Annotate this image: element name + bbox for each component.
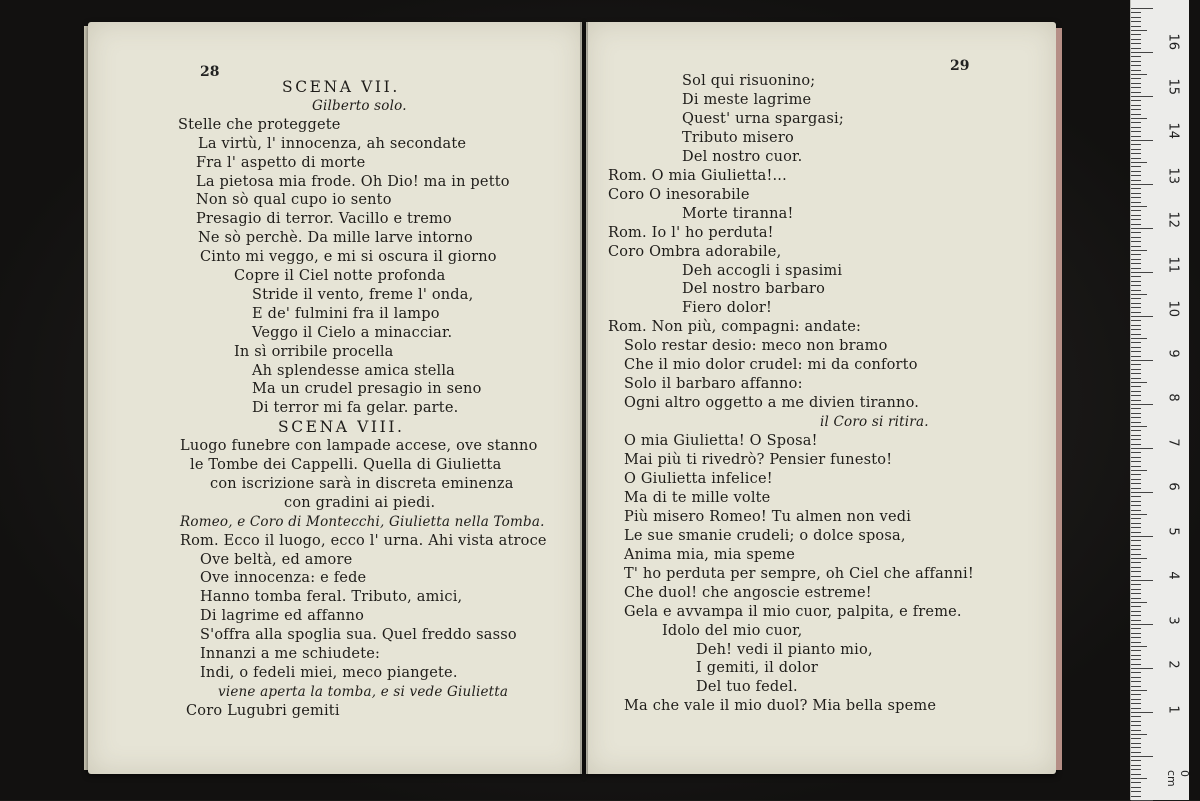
ruler-tick: [1131, 96, 1153, 97]
ruler-tick: [1131, 540, 1141, 541]
ruler-tick: [1131, 721, 1141, 722]
ruler-tick: [1131, 430, 1141, 431]
text-line: Romeo, e Coro di Montecchi, Giulietta nella Tomba.: [180, 513, 545, 530]
ruler-tick: [1131, 347, 1141, 348]
text-line: Di lagrime ed affanno: [200, 608, 365, 625]
text-line: Coro Ombra adorabile,: [608, 243, 782, 260]
ruler-tick: [1131, 254, 1141, 255]
ruler-tick: [1131, 791, 1141, 792]
text-line: E de' fulmini fra il lampo: [252, 305, 440, 322]
ruler-tick: [1131, 655, 1141, 656]
text-line: Coro O inesorabile: [608, 186, 750, 203]
text-line: Deh! vedi il pianto mio,: [696, 641, 873, 658]
ruler-tick: [1131, 571, 1141, 572]
ruler-tick: [1131, 285, 1141, 286]
ruler-tick: [1131, 17, 1141, 18]
ruler-tick: [1131, 312, 1141, 313]
text-line: Ove beltà, ed amore: [200, 551, 353, 568]
ruler-tick: [1131, 743, 1141, 744]
ruler-tick: [1131, 391, 1141, 392]
ruler-tick: [1131, 756, 1153, 757]
ruler-tick: [1131, 576, 1141, 577]
text-line: Deh accogli i spasimi: [682, 262, 843, 279]
ruler-tick: [1131, 650, 1141, 651]
text-line: Rom. Non più, compagni: andate:: [608, 319, 862, 336]
ruler-tick: [1131, 492, 1153, 493]
text-line: O Giulietta infelice!: [624, 470, 773, 487]
ruler-number: 8: [1165, 393, 1181, 402]
ruler-tick: [1131, 677, 1141, 678]
ruler-tick: [1131, 725, 1141, 726]
ruler-tick: [1131, 219, 1141, 220]
ruler-tick: [1131, 127, 1141, 128]
ruler-tick: [1131, 92, 1141, 93]
ruler-tick: [1131, 765, 1141, 766]
text-line: Quest' urna spargasi;: [682, 110, 844, 127]
ruler-tick: [1131, 206, 1147, 207]
ruler-tick: [1131, 171, 1141, 172]
ruler-tick: [1131, 276, 1141, 277]
ruler-tick: [1131, 105, 1141, 106]
text-line: il Coro si ritira.: [820, 414, 929, 431]
ruler-tick: [1131, 373, 1141, 374]
ruler-tick: [1131, 184, 1153, 185]
ruler-tick: [1131, 34, 1141, 35]
ruler-tick: [1131, 404, 1153, 405]
ruler-tick: [1131, 483, 1141, 484]
ruler-tick: [1131, 444, 1141, 445]
ruler-tick: [1131, 628, 1141, 629]
ruler-tick: [1131, 334, 1141, 335]
ruler-tick: [1131, 668, 1153, 669]
ruler-tick: [1131, 466, 1141, 467]
text-line: con iscrizione sarà in discreta eminenza: [210, 475, 514, 492]
ruler-tick: [1131, 642, 1141, 643]
ruler-tick: [1131, 378, 1141, 379]
ruler-tick: [1131, 527, 1141, 528]
text-line: Ne sò perchè. Da mille larve intorno: [198, 230, 473, 247]
ruler-tick: [1131, 659, 1141, 660]
text-line: le Tombe dei Cappelli. Quella di Giulietta: [190, 457, 502, 473]
text-line: Le sue smanie crudeli; o dolce sposa,: [624, 527, 906, 544]
measuring-ruler: [1130, 0, 1189, 800]
ruler-tick: [1131, 624, 1153, 625]
ruler-tick: [1131, 395, 1141, 396]
text-line: Mai più ti rivedrò? Pensier funesto!: [624, 452, 893, 468]
ruler-tick: [1131, 193, 1141, 194]
right-page-number: 29: [950, 58, 970, 74]
ruler-tick: [1131, 523, 1141, 524]
ruler-tick: [1131, 479, 1141, 480]
text-line: Tributo misero: [682, 129, 794, 146]
ruler-number: 14: [1165, 122, 1181, 140]
text-line: Stelle che proteggete: [178, 116, 341, 133]
ruler-tick: [1131, 435, 1141, 436]
ruler-tick: [1131, 197, 1141, 198]
ruler-tick: [1131, 61, 1141, 62]
ruler-tick: [1131, 298, 1141, 299]
text-line: T' ho perduta per sempre, oh Ciel che affanni!: [624, 565, 974, 582]
right-page-edge: [1056, 28, 1062, 770]
ruler-tick: [1131, 87, 1141, 88]
text-line: Di terror mi fa gelar. parte.: [252, 400, 459, 417]
ruler-tick: [1131, 202, 1141, 203]
ruler-number: 2: [1165, 660, 1181, 669]
ruler-tick: [1131, 12, 1141, 13]
ruler-tick: [1131, 21, 1141, 22]
ruler-tick: [1131, 782, 1141, 783]
text-line: Fiero dolor!: [682, 300, 773, 317]
ruler-tick: [1131, 686, 1141, 687]
ruler-tick: [1131, 136, 1141, 137]
text-line: con gradini ai piedi.: [284, 494, 436, 511]
ruler-tick: [1131, 703, 1141, 704]
ruler-tick: [1131, 356, 1141, 357]
ruler-tick: [1131, 109, 1141, 110]
text-line: S'offra alla spoglia sua. Quel freddo sasso: [200, 627, 517, 644]
text-line: Ma di te mille volte: [624, 489, 771, 506]
text-line: SCENA VII.: [282, 78, 400, 96]
text-line: Solo restar desio: meco non bramo: [624, 338, 888, 355]
ruler-tick: [1131, 690, 1147, 691]
text-line: Solo il barbaro affanno:: [624, 376, 803, 393]
ruler-tick: [1131, 158, 1141, 159]
ruler-tick: [1131, 730, 1141, 731]
text-line: Più misero Romeo! Tu almen non vedi: [624, 508, 912, 525]
ruler-tick: [1131, 56, 1141, 57]
ruler-tick: [1131, 606, 1141, 607]
text-line: Ma un crudel presagio in seno: [252, 381, 482, 398]
ruler-tick: [1131, 175, 1141, 176]
ruler-tick: [1131, 131, 1141, 132]
text-line: Anima mia, mia speme: [624, 546, 795, 563]
text-line: O mia Giulietta! O Sposa!: [624, 433, 818, 450]
ruler-tick: [1131, 738, 1141, 739]
ruler-number: 11: [1165, 256, 1181, 273]
ruler-tick: [1131, 549, 1141, 550]
ruler-tick: [1131, 140, 1153, 141]
ruler-tick: [1131, 351, 1141, 352]
ruler-number: 13: [1165, 167, 1181, 184]
ruler-number: 15: [1165, 78, 1181, 95]
ruler-tick: [1131, 338, 1147, 339]
text-line: Del nostro cuor.: [682, 148, 803, 165]
text-line: La virtù, l' innocenza, ah secondate: [198, 135, 467, 152]
ruler-tick: [1131, 611, 1141, 612]
ruler-tick: [1131, 510, 1141, 511]
ruler-tick: [1131, 400, 1141, 401]
text-line: Idolo del mio cuor,: [662, 622, 803, 639]
ruler-tick: [1131, 615, 1141, 616]
ruler-tick: [1131, 272, 1153, 273]
ruler-tick: [1131, 228, 1153, 229]
ruler-tick: [1131, 364, 1141, 365]
text-line: Coro Lugubri gemiti: [186, 702, 340, 719]
text-line: La pietosa mia frode. Oh Dio! ma in petto: [196, 173, 510, 190]
ruler-number: 5: [1165, 526, 1181, 536]
ruler-number: 12: [1165, 211, 1181, 229]
ruler-tick: [1131, 74, 1147, 75]
ruler-tick: [1131, 246, 1141, 247]
ruler-tick: [1131, 562, 1141, 563]
ruler-tick: [1131, 448, 1153, 449]
ruler-tick: [1131, 637, 1141, 638]
ruler-tick: [1131, 290, 1141, 291]
text-line: viene aperta la tomba, e si vede Giulietta: [218, 683, 509, 700]
text-line: Che il mio dolor crudel: mi da conforto: [624, 357, 918, 374]
ruler-tick: [1131, 774, 1141, 775]
ruler-tick: [1131, 439, 1141, 440]
ruler-tick: [1131, 545, 1141, 546]
ruler-tick: [1131, 496, 1141, 497]
ruler-tick: [1131, 188, 1141, 189]
ruler-tick: [1131, 413, 1141, 414]
text-line: Ogni altro oggetto a me divien tiranno.: [624, 395, 920, 412]
ruler-tick: [1131, 452, 1141, 453]
ruler-tick: [1131, 620, 1141, 621]
ruler-tick: [1131, 716, 1141, 717]
ruler-tick: [1131, 329, 1141, 330]
ruler-number: 10: [1165, 300, 1181, 318]
text-line: Rom. Ecco il luogo, ecco l' urna. Ahi vista atroce: [180, 532, 547, 549]
ruler-number: 9: [1165, 348, 1181, 358]
ruler-tick: [1131, 180, 1141, 181]
text-line: Stride il vento, freme l' onda,: [252, 286, 474, 303]
ruler-tick: [1131, 633, 1141, 634]
ruler-tick: [1131, 681, 1141, 682]
ruler-tick: [1131, 518, 1141, 519]
ruler-tick: [1131, 65, 1141, 66]
text-line: Hanno tomba feral. Tributo, amici,: [200, 589, 463, 606]
ruler-tick: [1131, 232, 1141, 233]
text-line: Copre il Ciel notte profonda: [234, 268, 446, 284]
ruler-tick: [1131, 294, 1147, 295]
text-line: Ma che vale il mio duol? Mia bella speme: [624, 698, 937, 715]
ruler-tick: [1131, 554, 1141, 555]
ruler-tick: [1131, 699, 1141, 700]
ruler-tick: [1131, 307, 1141, 308]
ruler-tick: [1131, 778, 1147, 779]
ruler-tick: [1131, 281, 1141, 282]
ruler-tick: [1131, 153, 1141, 154]
ruler-tick: [1131, 708, 1141, 709]
ruler-tick: [1131, 83, 1141, 84]
ruler-tick: [1131, 602, 1147, 603]
text-line: Rom. O mia Giulietta!...: [608, 167, 787, 184]
text-line: Che duol! che angoscie estreme!: [624, 584, 872, 601]
ruler-tick: [1131, 417, 1141, 418]
ruler-tick: [1131, 210, 1141, 211]
ruler-tick: [1131, 224, 1141, 225]
ruler-tick: [1131, 457, 1141, 458]
ruler-tick: [1131, 241, 1141, 242]
ruler-tick: [1131, 474, 1141, 475]
ruler-tick: [1131, 39, 1141, 40]
text-line: Luogo funebre con lampade accese, ove stanno: [180, 438, 538, 455]
ruler-tick: [1131, 386, 1141, 387]
ruler-tick: [1131, 672, 1141, 673]
ruler-number: 6: [1165, 482, 1181, 491]
ruler-tick: [1131, 536, 1153, 537]
text-line: Gilberto solo.: [312, 97, 407, 114]
ruler-tick: [1131, 382, 1147, 383]
ruler-tick: [1131, 342, 1141, 343]
text-line: Ah splendesse amica stella: [252, 362, 456, 379]
ruler-tick: [1131, 532, 1141, 533]
ruler-tick: [1131, 752, 1141, 753]
text-line: Presagio di terror. Vacillo e tremo: [196, 211, 452, 228]
ruler-number: 3: [1165, 615, 1181, 625]
ruler-tick: [1131, 584, 1141, 585]
ruler-tick: [1131, 250, 1147, 251]
text-line: Del tuo fedel.: [696, 679, 798, 696]
ruler-unit-label: 0 cm: [1165, 770, 1191, 787]
ruler-tick: [1131, 48, 1141, 49]
text-line: Non sò qual cupo io sento: [196, 192, 392, 209]
ruler-tick: [1131, 567, 1141, 568]
ruler-tick: [1131, 712, 1153, 713]
ruler-tick: [1131, 30, 1147, 31]
ruler-tick: [1131, 166, 1141, 167]
ruler-tick: [1131, 589, 1141, 590]
ruler-tick: [1131, 122, 1141, 123]
ruler-tick: [1131, 162, 1147, 163]
ruler-tick: [1131, 422, 1141, 423]
ruler-tick: [1131, 796, 1141, 797]
text-line: Rom. Io l' ho perduta!: [608, 224, 774, 241]
text-line: Sol qui risuonino;: [682, 73, 816, 89]
ruler-tick: [1131, 259, 1141, 260]
ruler-tick: [1131, 580, 1153, 581]
ruler-tick: [1131, 514, 1147, 515]
ruler-tick: [1131, 558, 1147, 559]
ruler-tick: [1131, 78, 1141, 79]
ruler-number: 7: [1165, 437, 1181, 447]
ruler-tick: [1131, 426, 1147, 427]
book-gutter: [580, 22, 588, 774]
ruler-tick: [1131, 470, 1147, 471]
ruler-tick: [1131, 593, 1141, 594]
text-line: Cinto mi veggo, e mi si oscura il giorno: [200, 249, 497, 266]
ruler-tick: [1131, 369, 1141, 370]
ruler-tick: [1131, 734, 1147, 735]
ruler-tick: [1131, 760, 1141, 761]
ruler-tick: [1131, 747, 1141, 748]
ruler-tick: [1131, 70, 1141, 71]
ruler-tick: [1131, 149, 1141, 150]
text-line: Del nostro barbaro: [682, 281, 826, 298]
text-line: SCENA VIII.: [278, 418, 405, 437]
ruler-tick: [1131, 43, 1141, 44]
ruler-tick: [1131, 237, 1141, 238]
ruler-tick: [1131, 598, 1141, 599]
text-line: Indi, o fedeli miei, meco piangete.: [200, 664, 458, 681]
ruler-tick: [1131, 664, 1141, 665]
ruler-tick: [1131, 325, 1141, 326]
ruler-tick: [1131, 303, 1141, 304]
ruler-tick: [1131, 316, 1153, 317]
ruler-tick: [1131, 100, 1141, 101]
ruler-tick: [1131, 505, 1141, 506]
ruler-tick: [1131, 114, 1141, 115]
ruler-tick: [1131, 26, 1141, 27]
left-page: [88, 22, 582, 774]
ruler-tick: [1131, 144, 1141, 145]
text-line: Innanzi a me schiudete:: [200, 646, 381, 662]
ruler-tick: [1131, 769, 1141, 770]
text-line: In sì orribile procella: [234, 343, 394, 360]
text-line: Gela e avvampa il mio cuor, palpita, e freme.: [624, 603, 962, 620]
ruler-tick: [1131, 320, 1141, 321]
ruler-number: 1: [1165, 704, 1181, 714]
text-line: Di meste lagrime: [682, 91, 812, 108]
ruler-number: 16: [1165, 33, 1181, 51]
text-line: Fra l' aspetto di morte: [196, 154, 366, 171]
text-line: Ove innocenza: e fede: [200, 570, 367, 587]
text-line: I gemiti, il dolor: [696, 660, 819, 677]
ruler-tick: [1131, 787, 1141, 788]
right-page: [586, 22, 1056, 774]
ruler-number: 4: [1165, 571, 1181, 580]
ruler-tick: [1131, 268, 1141, 269]
ruler-tick: [1131, 263, 1141, 264]
ruler-tick: [1131, 646, 1147, 647]
ruler-tick: [1131, 488, 1141, 489]
ruler-tick: [1131, 52, 1153, 53]
text-line: Morte tiranna!: [682, 205, 794, 222]
ruler-tick: [1131, 215, 1141, 216]
ruler-tick: [1131, 694, 1141, 695]
text-line: Veggo il Cielo a minacciar.: [252, 324, 453, 341]
ruler-tick: [1131, 118, 1147, 119]
ruler-tick: [1131, 501, 1141, 502]
ruler-tick: [1131, 408, 1141, 409]
ruler-tick: [1131, 8, 1153, 9]
ruler-tick: [1131, 461, 1141, 462]
ruler-tick: [1131, 360, 1153, 361]
left-page-number: 28: [200, 64, 220, 80]
